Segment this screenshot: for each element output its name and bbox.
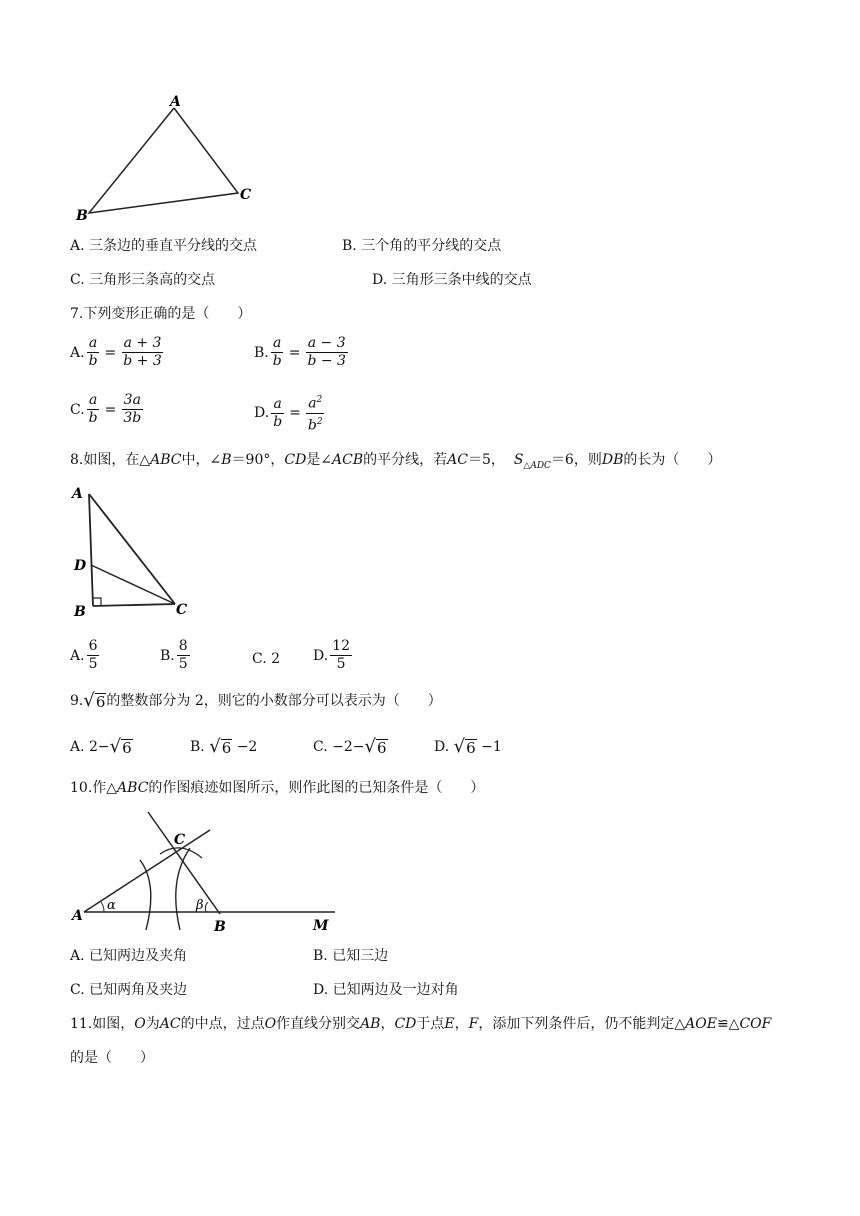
q7-d-right-fraction: $\frac{a^2}{b^2}$: [306, 392, 325, 434]
q7-b-label: B.: [254, 344, 269, 361]
q7-b-right-fraction: $\frac{a - 3}{b - 3}$: [307, 335, 346, 369]
q8-option-d: D. $\frac{12}{5}$: [313, 638, 351, 672]
point-label-m: M: [313, 918, 329, 934]
q9-option-d: D. √ 6 −1: [434, 736, 502, 757]
q8-a-fraction: $\frac{6}{5}$: [88, 638, 98, 672]
q11-stem-line2: 的是（ ）: [70, 1050, 154, 1066]
q8-b-fraction: $\frac{8}{5}$: [178, 638, 188, 672]
q11-stem-line1: 11.如图，O为AC的中点，过点O作直线分别交AB，CD于点E，F，添加下列条件后，仍不能判定△AOE≌△COF: [70, 1016, 772, 1032]
q7-c-label: C.: [70, 401, 85, 418]
q10-option-d: D. 已知两边及一边对角: [313, 982, 459, 998]
q10-option-c: C. 已知两角及夹边: [70, 982, 188, 998]
q7-stem: 7.下列变形正确的是（ ）: [70, 306, 252, 322]
q10-option-b: B. 已知三边: [313, 948, 389, 964]
vertex-label-d: D: [74, 558, 87, 574]
q7-a-right-fraction: $\frac{a + 3}{b + 3}$: [123, 335, 162, 369]
q7-a-left-fraction: $\frac{a}{b}$: [88, 335, 98, 369]
q7-c-left-fraction: $\frac{a}{b}$: [88, 392, 98, 426]
q7-option-b: B. $\frac{a}{b}$ = $\frac{a - 3}{b - 3}$: [254, 335, 346, 369]
q7-b-left-fraction: $\frac{a}{b}$: [272, 335, 282, 369]
vertex-label-a: A: [72, 486, 83, 502]
angle-label-alpha: α: [107, 898, 116, 913]
q7-c-right-fraction: $\frac{3a}{3b}$: [123, 392, 142, 426]
q7-option-c: C. $\frac{a}{b}$ = $\frac{3a}{3b}$: [70, 392, 142, 426]
q9-option-c: C. −2− √ 6: [313, 736, 387, 757]
vertex-label-c: C: [240, 187, 252, 203]
vertex-label-b: B: [76, 208, 88, 224]
q7-a-label: A.: [70, 344, 85, 361]
q7-d-left-fraction: $\frac{a}{b}$: [273, 395, 283, 430]
triangle-abc-figure: [70, 92, 270, 224]
vertex-label-b: B: [214, 919, 226, 935]
right-triangle-abc-figure: [70, 482, 200, 622]
vertex-label-c: C: [176, 602, 188, 618]
angle-label-beta: β: [196, 898, 204, 913]
q7-d-label: D.: [254, 405, 270, 422]
q6-option-d: D. 三角形三条中线的交点: [372, 272, 532, 288]
q10-option-a: A. 已知两边及夹角: [70, 948, 188, 964]
vertex-label-a: A: [170, 94, 181, 110]
vertex-label-b: B: [74, 604, 86, 620]
triangle-abc-shape: [89, 108, 238, 213]
q6-option-c: C. 三角形三条高的交点: [70, 272, 216, 288]
q9-option-b: B. √ 6 −2: [190, 736, 258, 757]
q8-stem: 8.如图，在△ABC中，∠B＝90°，CD是∠ACB的平分线，若AC＝5， $S_{\triangle ADC}=6$，则DB的长为（ ）: [70, 452, 722, 471]
q10-stem: 10.作△ABC的作图痕迹如图所示，则作此图的已知条件是（ ）: [70, 780, 485, 796]
q6-option-a: A. 三条边的垂直平分线的交点: [70, 238, 258, 254]
q8-option-a: A. $\frac{6}{5}$: [70, 638, 98, 672]
vertex-label-c: C: [174, 832, 186, 848]
q8-d-fraction: $\frac{12}{5}$: [332, 638, 351, 672]
vertex-label-a: A: [72, 908, 83, 924]
q9-stem: 9. √ 6 的整数部分为 2，则它的小数部分可以表示为（ ）: [70, 690, 442, 711]
q6-option-b: B. 三个角的平分线的交点: [342, 238, 502, 254]
q9-option-a: A. 2− √ 6: [70, 736, 132, 757]
q8-option-b: B. $\frac{8}{5}$: [160, 638, 188, 672]
q7-option-d: D. $\frac{a}{b}$ = $\frac{a^2}{b^2}$: [254, 392, 327, 434]
q7-option-a: A. $\frac{a}{b}$ = $\frac{a + 3}{b + 3}$: [70, 335, 162, 369]
q8-option-c: C. 2: [252, 651, 281, 667]
construction-figure: [70, 810, 350, 938]
